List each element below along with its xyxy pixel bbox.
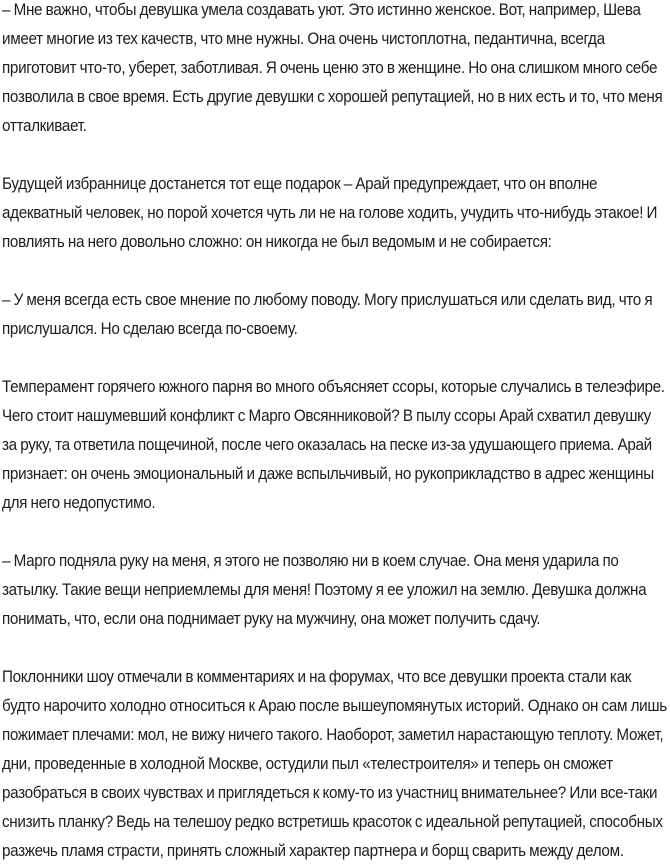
- paragraph-temperament: Темперамент горячего южного парня во много объясняет ссоры, которые случались в телеэфире. Чего стоит нашумевший конфликт с Марго Овсянниковой? В пылу ссоры Арай схватил девушку за руку, та ответила пощечиной, после чего оказалась на песке из-за удушающего приема. Арай признает: он очень эмоциональный и даже вспыльчивый, но рукоприкладство в адрес женщины для него недопустимо.: [2, 378, 665, 512]
- paragraph-quote-margo: – Марго подняла руку на меня, я этого не позволяю ни в коем случае. Она меня ударила по затылку. Такие вещи неприемлемы для меня! Поэтому я ее уложил на землю. Девушка должна понимать, что, если она поднимает руку на мужчину, она может получить сдачу.: [2, 552, 647, 628]
- paragraph-quote-cozy: – Мне важно, чтобы девушка умела создавать уют. Это истинно женское. Вот, например, Шева имеет многие из тех качеств, что мне нужны. Она очень чистоплотна, педантична, всегда приготовит что-то, уберет, заботливая. Я очень ценю это в женщине. Но она слишком много себе позволила в свое время. Есть другие девушки с хорошей репутацией, но в них есть и то, что меня отталкивает.: [2, 1, 663, 135]
- paragraph-future-chosen: Будущей избраннице достанется тот еще подарок – Арай предупреждает, что он вполне адекватный человек, но порой хочется чуть ли не на голове ходить, учудить что-нибудь этакое! И повлиять на него довольно сложно: он никогда не был ведомым и не собирается:: [2, 175, 658, 251]
- paragraph-quote-own-opinion: – У меня всегда есть свое мнение по любому поводу. Могу прислушаться или сделать вид, что я прислушался. Но сделаю всегда по-своему.: [2, 291, 653, 338]
- paragraph-fans: Поклонники шоу отмечали в комментариях и на форумах, что все девушки проекта стали как будто нарочито холодно относиться к Араю после вышеупомянутых историй. Однако он сам лишь пожимает плечами: мол, не вижу ничего такого. Наоборот, заметил нарастающую теплоту. Может, дни, проведенные в холодной Москве, остудили пыл «телестроителя» и теперь он сможет разобраться в своих чувствах и приглядеться к кому-то из участниц внимательнее? Или все-таки снизить планку? Ведь на телешоу редко встретишь красоток с идеальной репутацией, способных разжечь пламя страсти, принять сложный характер партнера и борщ сварить между делом.: [2, 668, 667, 860]
